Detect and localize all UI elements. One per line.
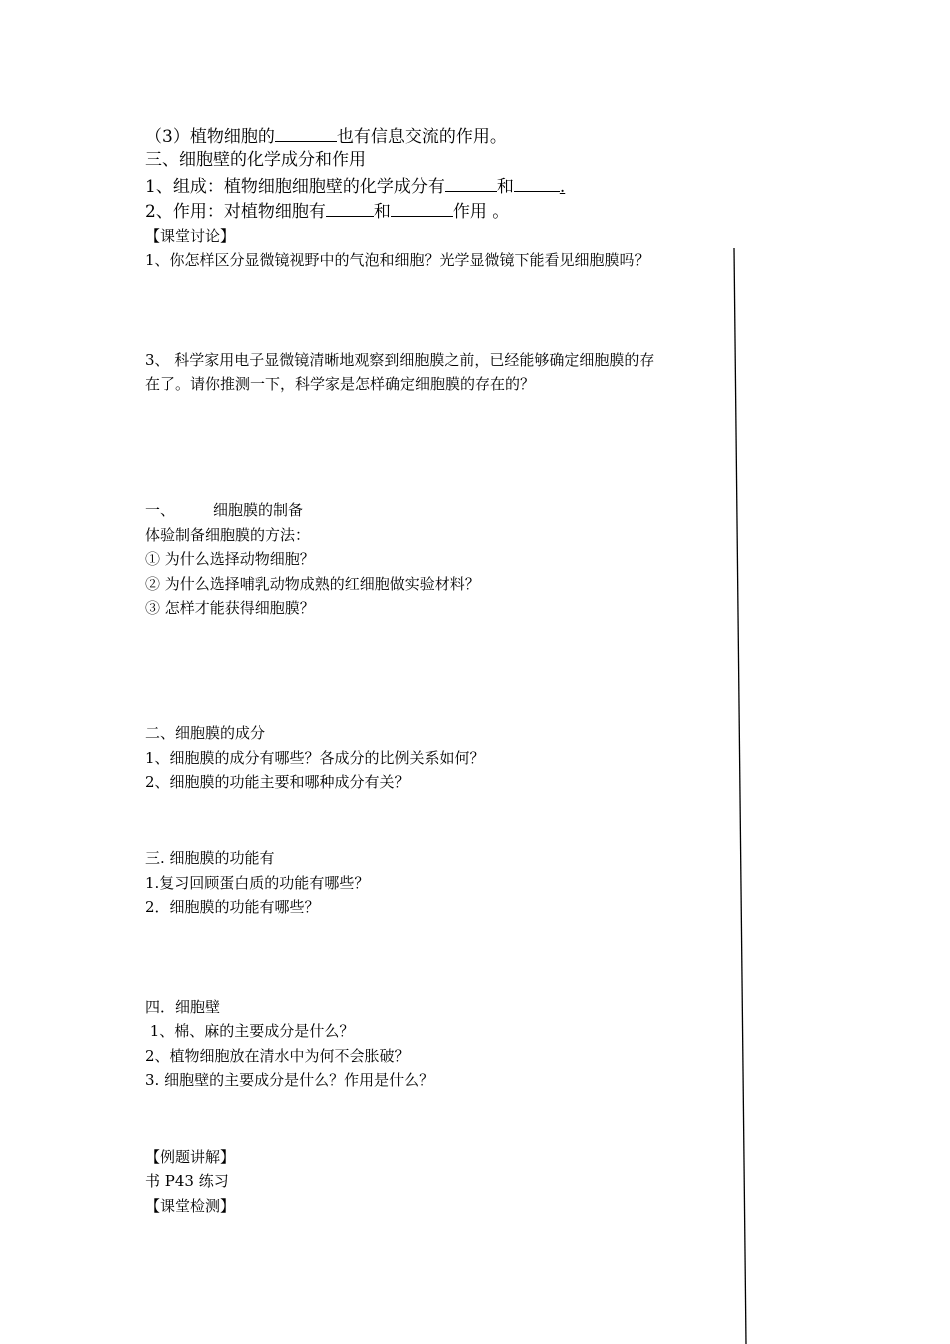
part1-title: 细胞膜的制备 — [213, 501, 304, 519]
part1-heading — [145, 503, 303, 518]
fill-blank-1[interactable] — [275, 127, 337, 142]
part1-question-3: ③ 怎样才能获得细胞膜？ — [145, 599, 315, 617]
part4-question-3: 3. 细胞壁的主要成分是什么？作用是什么？ — [145, 1071, 435, 1089]
composition-text-before: 1、组成：植物细胞细胞壁的化学成分有 — [145, 177, 445, 197]
discussion-question-3-line1: 3、 科学家用电子显微镜清晰地观察到细胞膜之前，已经能够确定细胞膜的存 — [145, 351, 655, 369]
part1-question-1: ① 为什么选择动物细胞？ — [145, 550, 315, 568]
part3-question-2: 2．细胞膜的功能有哪些？ — [145, 898, 320, 916]
function-text-mid: 和 — [373, 202, 391, 222]
part2-question-2: 2、细胞膜的功能主要和哪种成分有关？ — [145, 773, 410, 791]
composition-text-after: . — [559, 177, 566, 197]
margin-divider-line — [733, 248, 747, 1344]
line3-text-before: （3）植物细胞的 — [145, 127, 275, 147]
line3-text-after: 也有信息交流的作用。 — [336, 127, 507, 147]
part1-intro: 体验制备细胞膜的方法： — [145, 526, 311, 544]
discussion-question-1: 1、你怎样区分显微镜视野中的气泡和细胞？光学显微镜下能看见细胞膜吗？ — [145, 251, 650, 269]
fill-blank-4[interactable] — [326, 202, 374, 217]
discussion-title: 【课堂讨论】 — [145, 227, 236, 245]
example-body: 书 P43 练习 — [145, 1172, 229, 1190]
plant-cell-signal-line — [145, 127, 507, 146]
part2-title: 二、细胞膜的成分 — [145, 724, 266, 742]
fill-blank-3[interactable] — [514, 177, 560, 192]
example-title: 【例题讲解】 — [145, 1148, 236, 1166]
part2-question-1: 1、细胞膜的成分有哪些？各成分的比例关系如何？ — [145, 749, 485, 767]
part4-question-2: 2、植物细胞放在清水中为何不会胀破？ — [145, 1047, 410, 1065]
function-line — [145, 202, 509, 221]
part1-number: 一、 — [145, 501, 176, 519]
check-title: 【课堂检测】 — [145, 1197, 236, 1215]
cell-wall-heading: 三、细胞壁的化学成分和作用 — [145, 150, 366, 170]
composition-line — [145, 177, 565, 196]
function-text-before: 2、作用：对植物细胞有 — [145, 202, 326, 222]
part4-title: 四．细胞壁 — [145, 998, 221, 1016]
composition-text-mid: 和 — [496, 177, 514, 197]
function-text-after: 作用 。 — [452, 202, 510, 222]
fill-blank-2[interactable] — [445, 177, 497, 192]
part3-question-1: 1.复习回顾蛋白质的功能有哪些？ — [145, 874, 370, 892]
discussion-question-3-line2: 在了。请你推测一下，科学家是怎样确定细胞膜的存在的？ — [145, 375, 536, 393]
part4-question-1: 1、棉、麻的主要成分是什么？ — [145, 1022, 355, 1040]
part3-title: 三. 细胞膜的功能有 — [145, 849, 275, 867]
part1-question-2: ② 为什么选择哺乳动物成熟的红细胞做实验材料？ — [145, 575, 480, 593]
fill-blank-5[interactable] — [391, 202, 453, 217]
